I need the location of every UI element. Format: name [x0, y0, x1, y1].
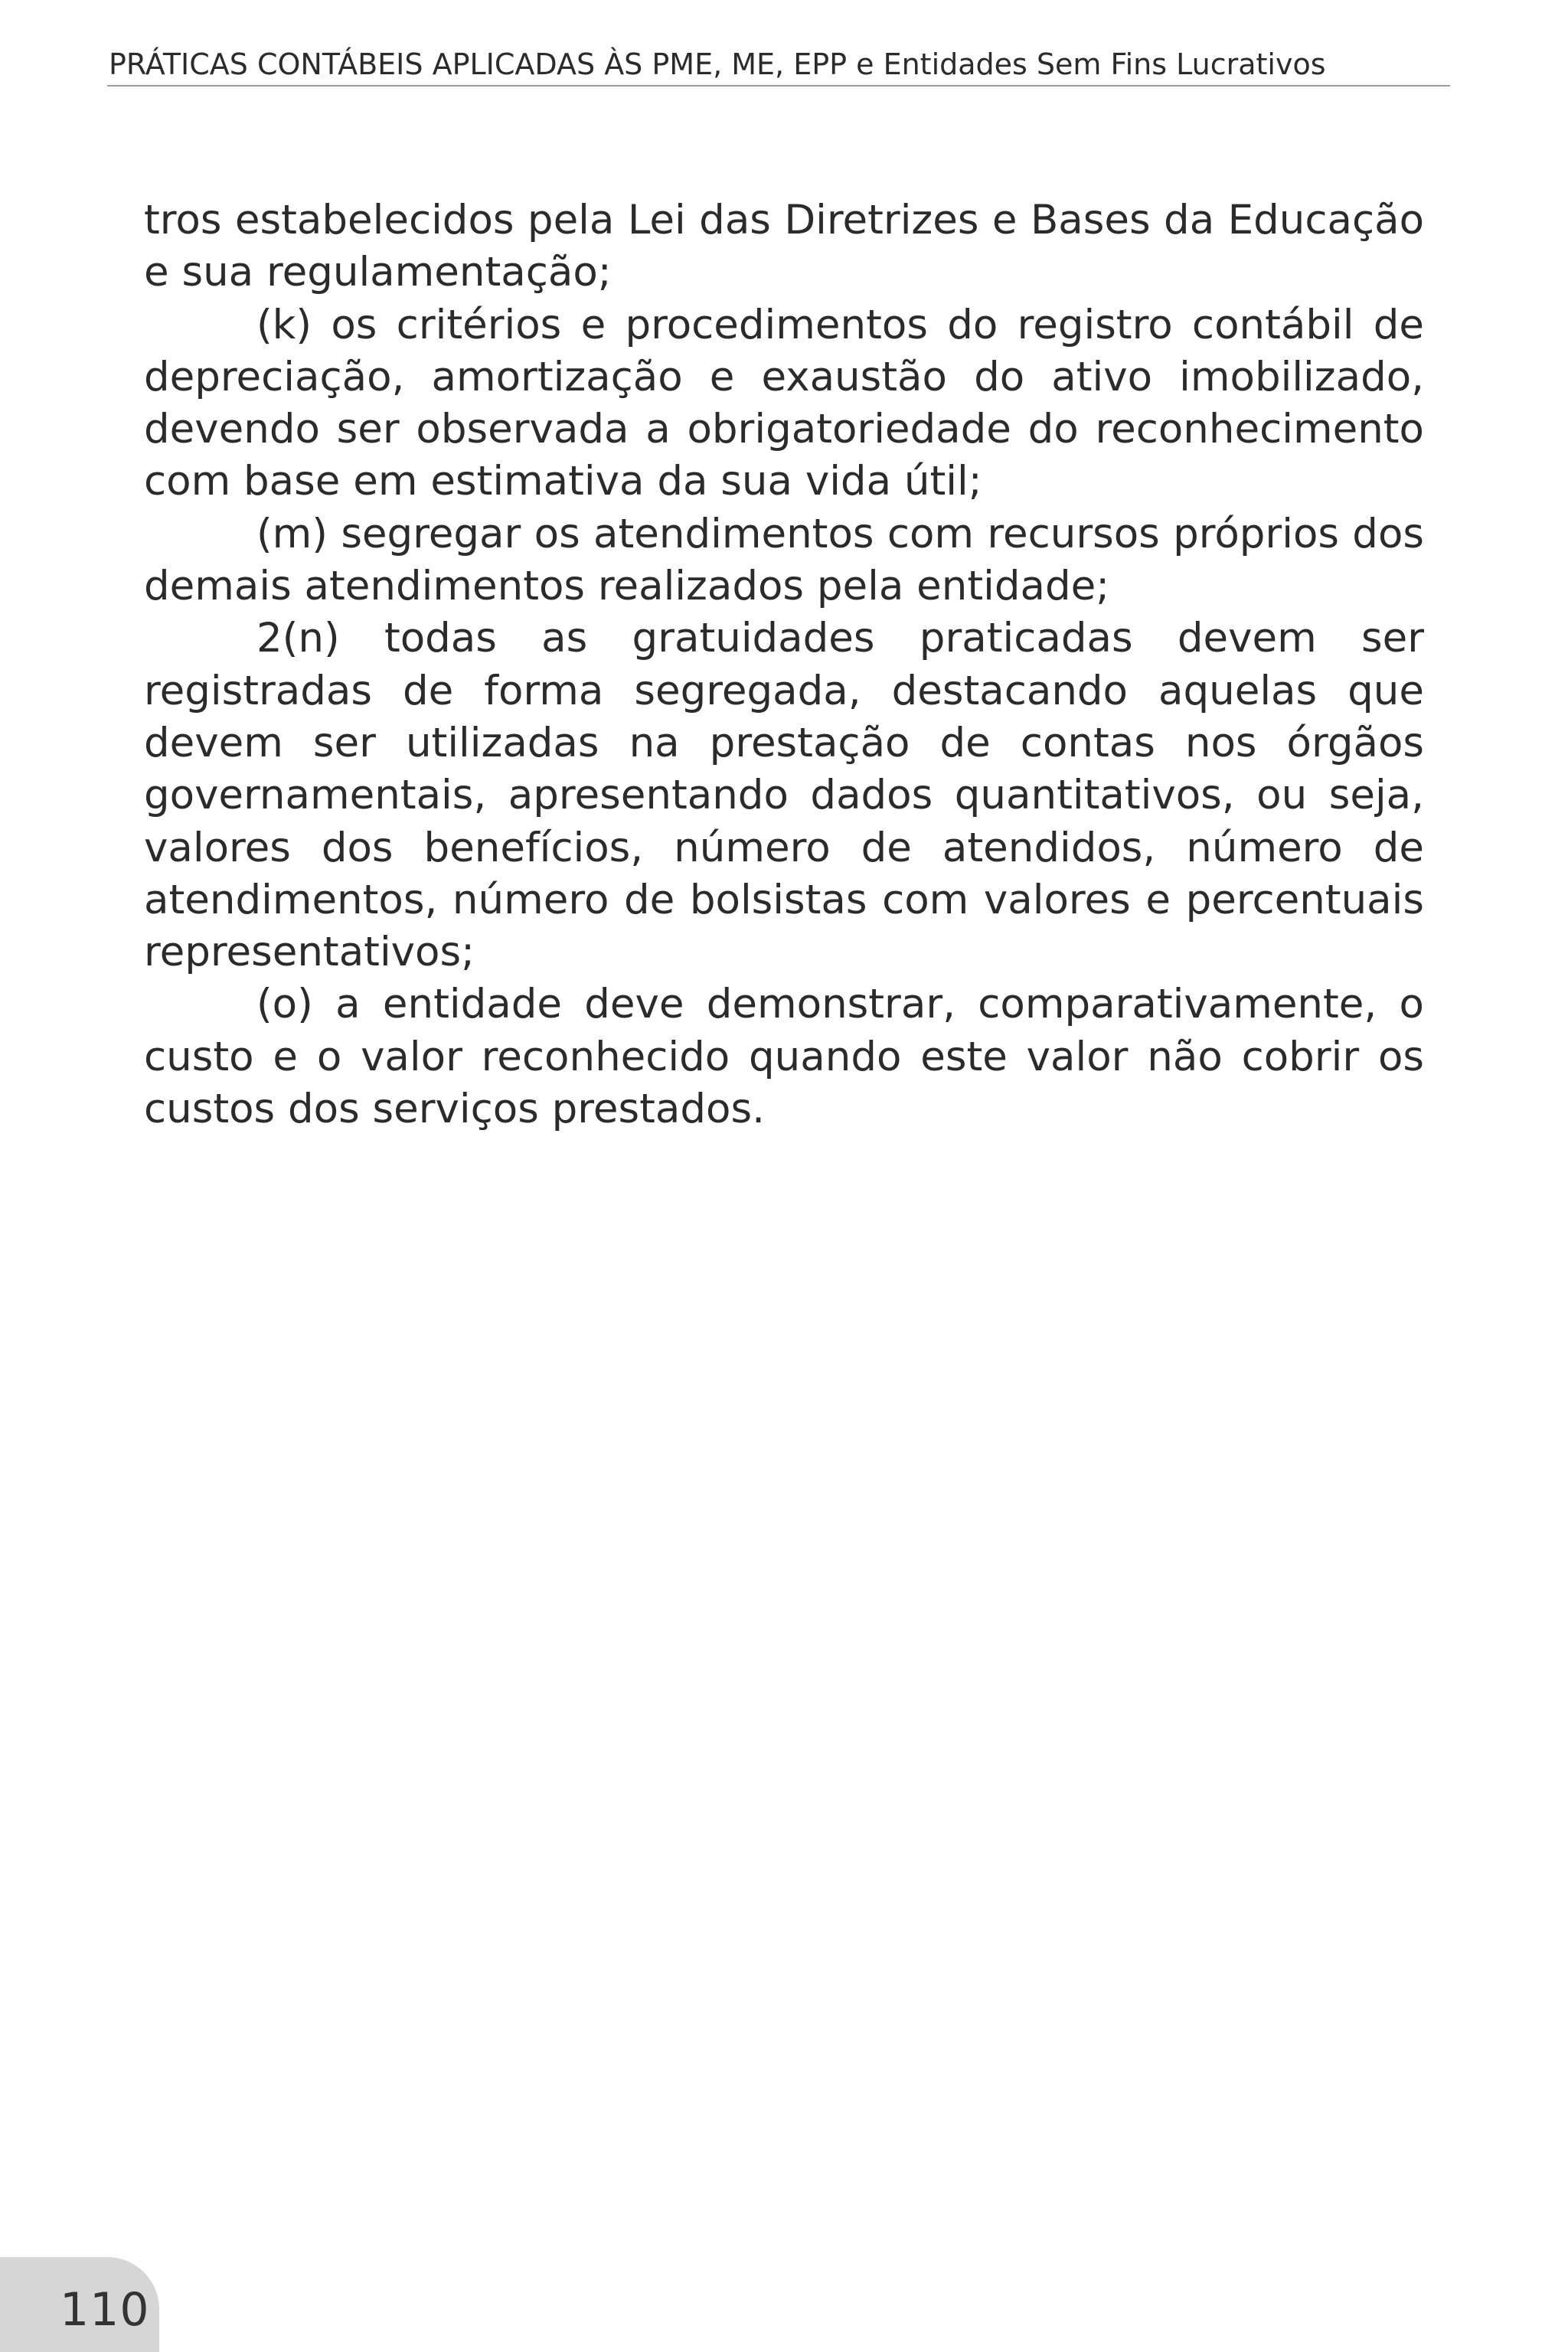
running-header: PRÁTICAS CONTÁBEIS APLICADAS ÀS PME, ME, EPP e Entidades Sem Fins Lucrativos [109, 47, 1326, 81]
paragraph-item-m: (m) segregar os atendimentos com recursos próprios dos demais atendimentos realizados pela entidade; [144, 510, 1424, 610]
paragraph-item-o: (o) a entidade deve demonstrar, comparativamente, o custo e o valor reconhecido quando este valor não cobrir os custos dos serviços prestados. [144, 981, 1424, 1133]
paragraph-continuation: tros estabelecidos pela Lei das Diretrizes e Bases da Educação e sua regulamentação; [144, 197, 1424, 296]
paragraph-item-n: 2(n) todas as gratuidades praticadas devem ser registradas de forma segregada, destacando aquelas que devem ser utilizadas na prestação de contas nos órgãos governamentais, apresentando dados quantitativos, ou seja, valores dos benefícios, número de atendidos, número de atendimentos, número de bolsistas com valores e percentuais representativos; [144, 615, 1424, 976]
paragraph-item-k: (k) os critérios e procedimentos do registro contábil de depreciação, amortização e exaustão do ativo imobilizado, devendo ser observada a obrigatoriedade do reconhecimento com base em estimativa da sua vida útil; [144, 301, 1424, 505]
body-text [144, 194, 1424, 1135]
header-divider [107, 85, 1450, 87]
page-number: 110 [60, 2283, 150, 2337]
